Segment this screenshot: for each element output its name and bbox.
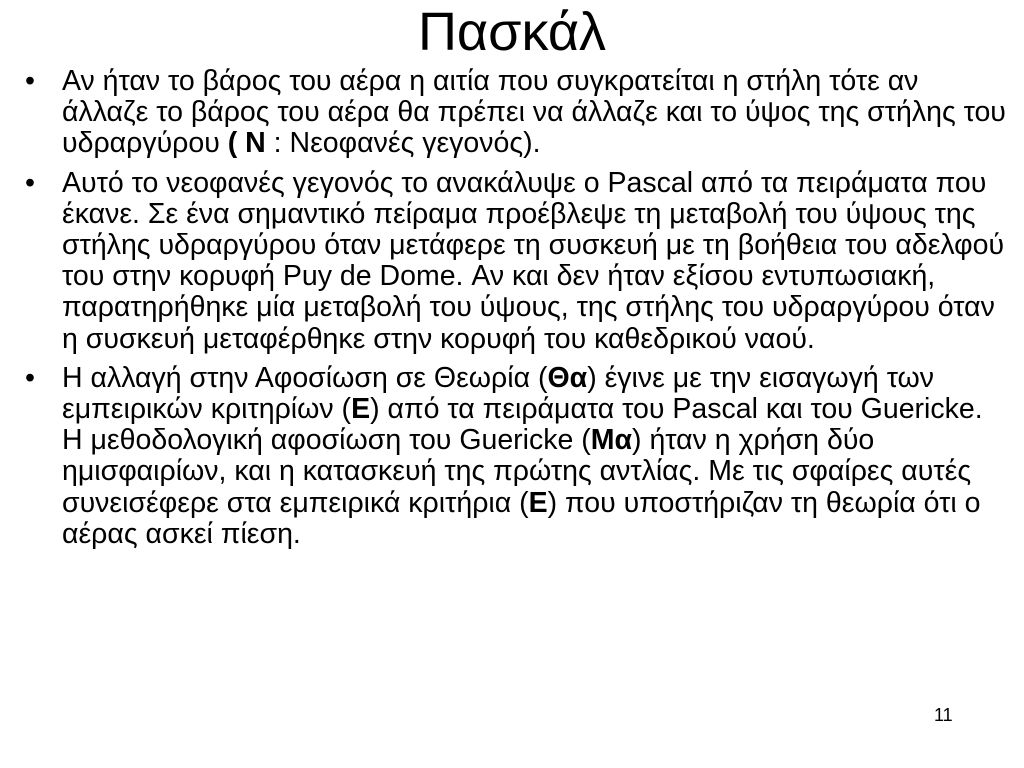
bullet-text-segment: ) που υποστήριζαν τη θεωρία ότι ο αέρας ασκεί πίεση. — [62, 486, 981, 550]
bullet-text-segment: ) από τα πειράματα του Pascal και του Guericke. Η μεθοδολογική αφοσίωση του Guericke ( — [62, 393, 983, 457]
bullet-point-icon: • — [25, 166, 35, 199]
bullet-item — [20, 66, 1010, 160]
bullet-item — [20, 168, 1010, 355]
bullet-text-bold-segment: Ε — [351, 393, 371, 426]
bullet-point-icon: • — [25, 65, 35, 97]
bullet-text-segment: Αυτό το νεοφανές γεγονός το ανακάλυψε ο Pascal από τα πειράματα που έκανε. Σε ένα σημαντικό πείραμα προέβλεψε τη μεταβολή του ύψους της στήλης υδραργύρου όταν μετάφερε τη συσκευή με τη βοήθεια του αδελφού του στην κορυφή Puy de Dome. Αν και δεν ήταν εξίσου εντυπωσιακή, παρατηρήθηκε μία μεταβολή του ύψους, της στήλης του υδραργύρου όταν η συσκευή μεταφέρθηκε στην κορυφή του καθεδρικού ναού. — [62, 166, 1005, 355]
bullet-text-segment: ) ήταν η χρήση δύο ημισφαιρίων, και η κατασκευή της πρώτης αντλίας. Με τις σφαίρες αυτές συνεισέφερε στα εμπειρικά κριτήρια ( — [62, 424, 972, 519]
bullet-text — [62, 65, 1006, 159]
bullet-point-icon: • — [25, 361, 35, 394]
slide-number: 11 — [934, 705, 953, 725]
bullet-text-segment: Αν ήταν το βάρος του αέρα η αιτία που συγκρατείται η στήλη τότε αν άλλαζε το βάρος του αέρα θα πρέπει να άλλαζε και το ύψος της στήλης του υδραργύρου — [62, 65, 1006, 160]
bullet-text-segment: : Νεοφανές γεγονός). — [265, 127, 541, 160]
bullet-text-segment: Η αλλαγή στην Αφοσίωση σε Θεωρία ( — [62, 361, 548, 394]
bullet-text-bold-segment: Μα — [590, 424, 633, 457]
slide-title: Πασκάλ — [417, 2, 607, 62]
bullet-text-bold-segment: Ε — [528, 486, 548, 519]
bullet-item — [20, 363, 1010, 550]
bullet-text-segment: ) έγινε με την εισαγωγή των εμπειρικών κριτηρίων ( — [62, 361, 935, 426]
bullet-text — [62, 362, 983, 550]
bullet-text-bold-segment: Θα — [547, 361, 588, 394]
bullet-text-bold-segment: ( N — [227, 127, 266, 160]
bullet-list — [20, 66, 1010, 550]
bullet-text — [62, 167, 1004, 355]
